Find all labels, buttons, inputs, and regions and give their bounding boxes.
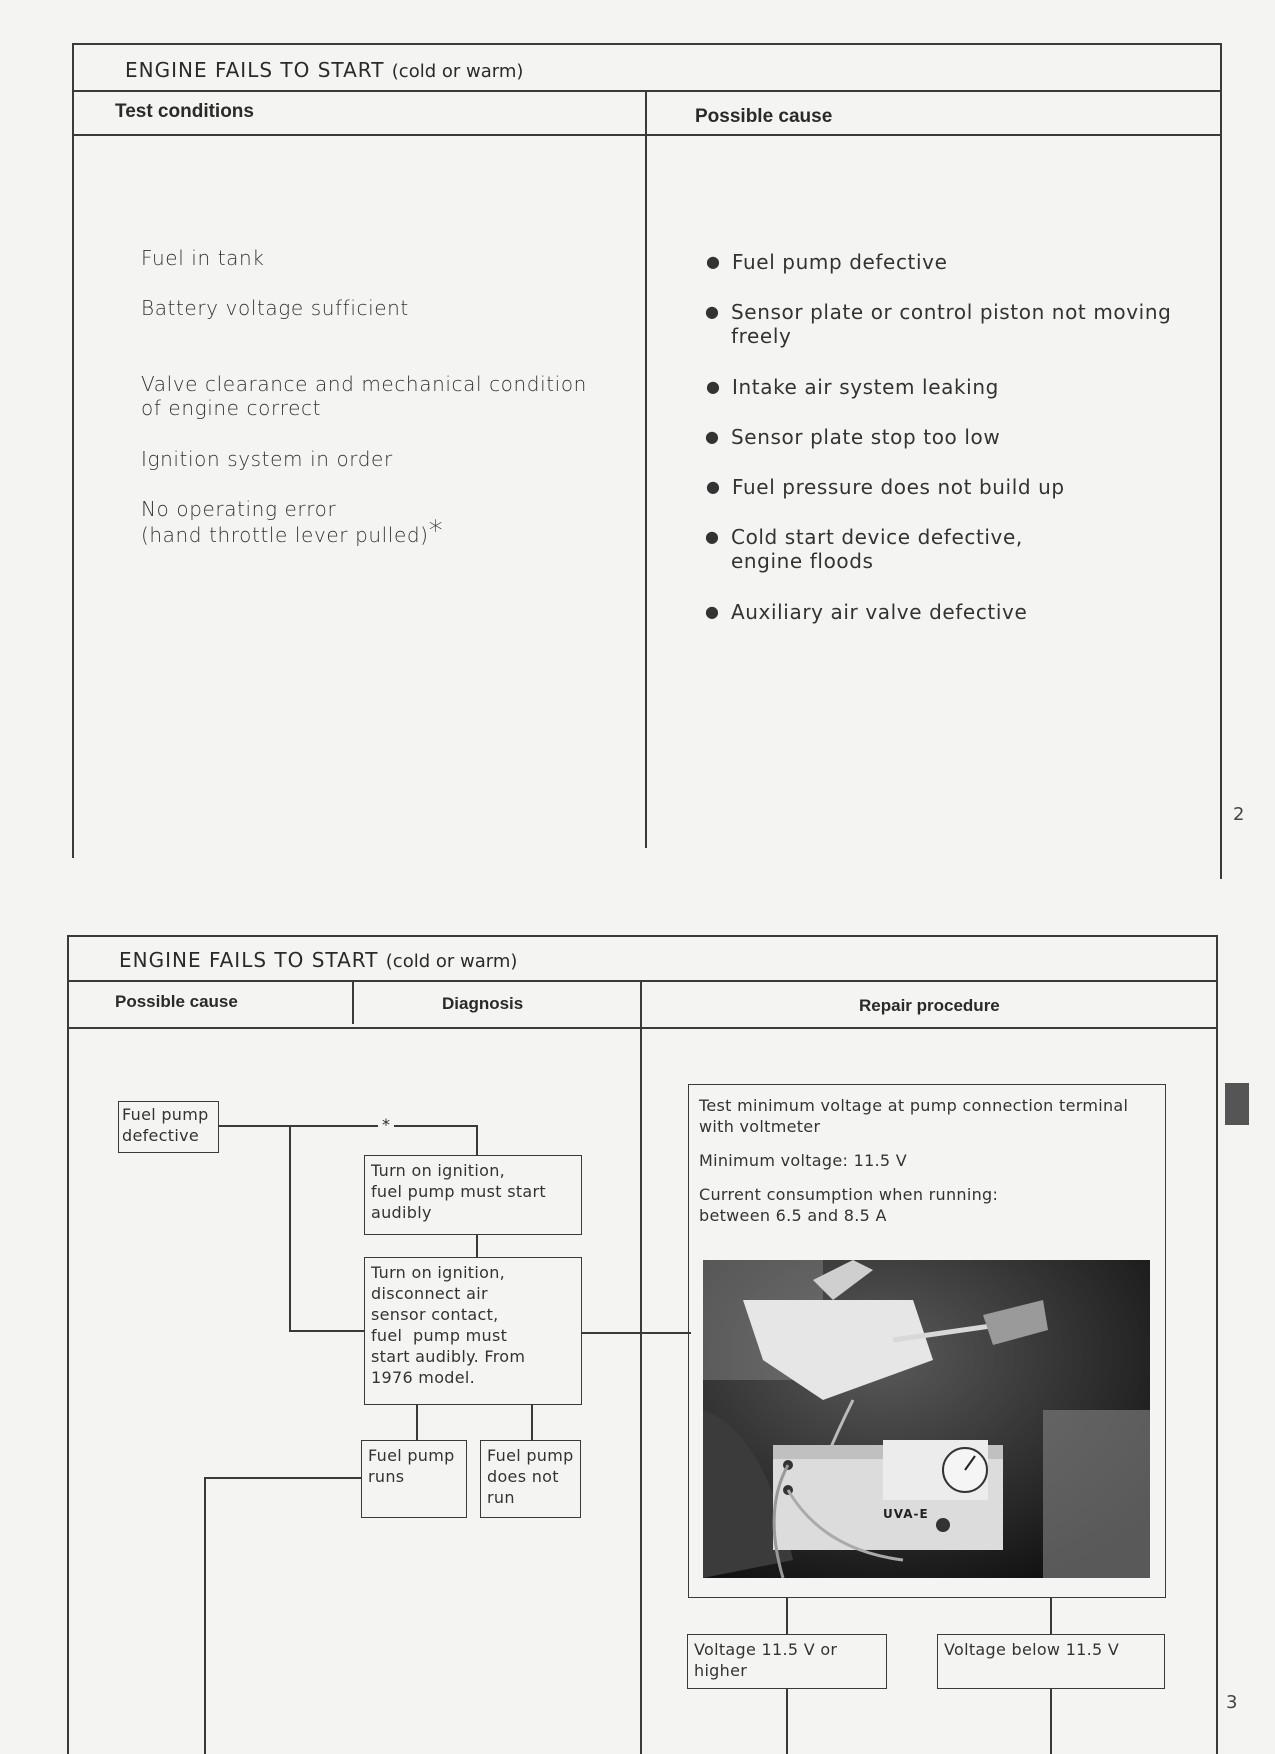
voltage-ok-box: Voltage 11.5 V or higher xyxy=(687,1634,887,1689)
fuel-pump-defective-box: Fuel pump defective xyxy=(118,1101,219,1153)
test-condition-item: Fuel in tank xyxy=(141,246,265,270)
possible-cause-text: Auxiliary air valve defective xyxy=(731,600,1028,624)
voltage-low-box: Voltage below 11.5 V xyxy=(937,1634,1165,1689)
possible-cause-header: Possible cause xyxy=(115,992,238,1011)
possible-cause-text: Fuel pressure does not build up xyxy=(732,475,1065,499)
bullet-icon: ● xyxy=(706,377,721,396)
repair-instruction: Test minimum voltage at pump connection terminal with voltmeter xyxy=(699,1096,1129,1136)
section-2-title-main: ENGINE FAILS TO START xyxy=(119,948,379,972)
section-2-title-sub: (cold or warm) xyxy=(385,951,518,972)
diagnosis-step-1: Turn on ignition, fuel pump must start audibly xyxy=(364,1155,582,1235)
possible-cause-item xyxy=(705,300,1172,348)
section-1-title xyxy=(125,58,523,82)
section-tab-marker xyxy=(1225,1083,1249,1125)
current-consumption-spec: Current consumption when running: between 6.5 and 8.5 A xyxy=(699,1185,999,1225)
possible-cause-text: Sensor plate or control piston not moving freely xyxy=(731,300,1172,348)
repair-procedure-header: Repair procedure xyxy=(859,996,1000,1015)
possible-cause-header: Possible cause xyxy=(695,106,833,127)
test-condition-item: Ignition system in order xyxy=(141,447,393,471)
possible-cause-text: Sensor plate stop too low xyxy=(731,425,1001,449)
diagnosis-step-2: Turn on ignition, disconnect air sensor contact, fuel pump must start audibly. From 1976 model. xyxy=(364,1257,582,1405)
test-condition-item: Valve clearance and mechanical condition of engine correct xyxy=(141,372,587,420)
possible-cause-item xyxy=(706,375,999,399)
section-1-title-main: ENGINE FAILS TO START xyxy=(125,58,385,82)
voltmeter-test-photo xyxy=(703,1260,1150,1578)
bullet-icon: ● xyxy=(705,527,720,546)
possible-cause-item xyxy=(705,425,1001,449)
bullet-icon: ● xyxy=(706,477,721,496)
bullet-icon: ● xyxy=(705,602,720,621)
bullet-icon: ● xyxy=(705,427,720,446)
diagnosis-header: Diagnosis xyxy=(442,994,524,1013)
bullet-icon: ● xyxy=(705,302,720,321)
possible-cause-text: Cold start device defective, engine floods xyxy=(731,525,1023,573)
test-condition-item xyxy=(141,497,443,547)
test-condition-item: Battery voltage sufficient xyxy=(141,296,409,320)
meter-label: UVA-E xyxy=(883,1507,929,1521)
possible-cause-item xyxy=(705,525,1023,573)
possible-cause-item xyxy=(706,250,948,274)
possible-cause-item xyxy=(705,600,1028,624)
minimum-voltage-spec: Minimum voltage: 11.5 V xyxy=(699,1151,908,1170)
photo-illustration xyxy=(703,1260,1150,1578)
repair-procedure-box xyxy=(688,1084,1166,1598)
section-2-title xyxy=(119,948,517,972)
section-1-title-sub: (cold or warm) xyxy=(391,61,524,82)
page-number-3: 3 xyxy=(1226,1692,1238,1713)
test-conditions-header: Test conditions xyxy=(115,101,254,122)
asterisk-marker: * xyxy=(378,1115,394,1134)
fuel-pump-not-run-box: Fuel pump does not run xyxy=(480,1440,581,1518)
possible-cause-text: Fuel pump defective xyxy=(732,250,948,274)
fuel-pump-runs-box: Fuel pump runs xyxy=(361,1440,467,1518)
page-number-2: 2 xyxy=(1233,804,1245,825)
possible-cause-item xyxy=(706,475,1065,499)
bullet-icon: ● xyxy=(706,252,721,271)
asterisk-footnote-marker: * xyxy=(428,514,444,547)
possible-cause-text: Intake air system leaking xyxy=(732,375,999,399)
test-condition-text: No operating error (hand throttle lever pulled) xyxy=(141,497,429,547)
